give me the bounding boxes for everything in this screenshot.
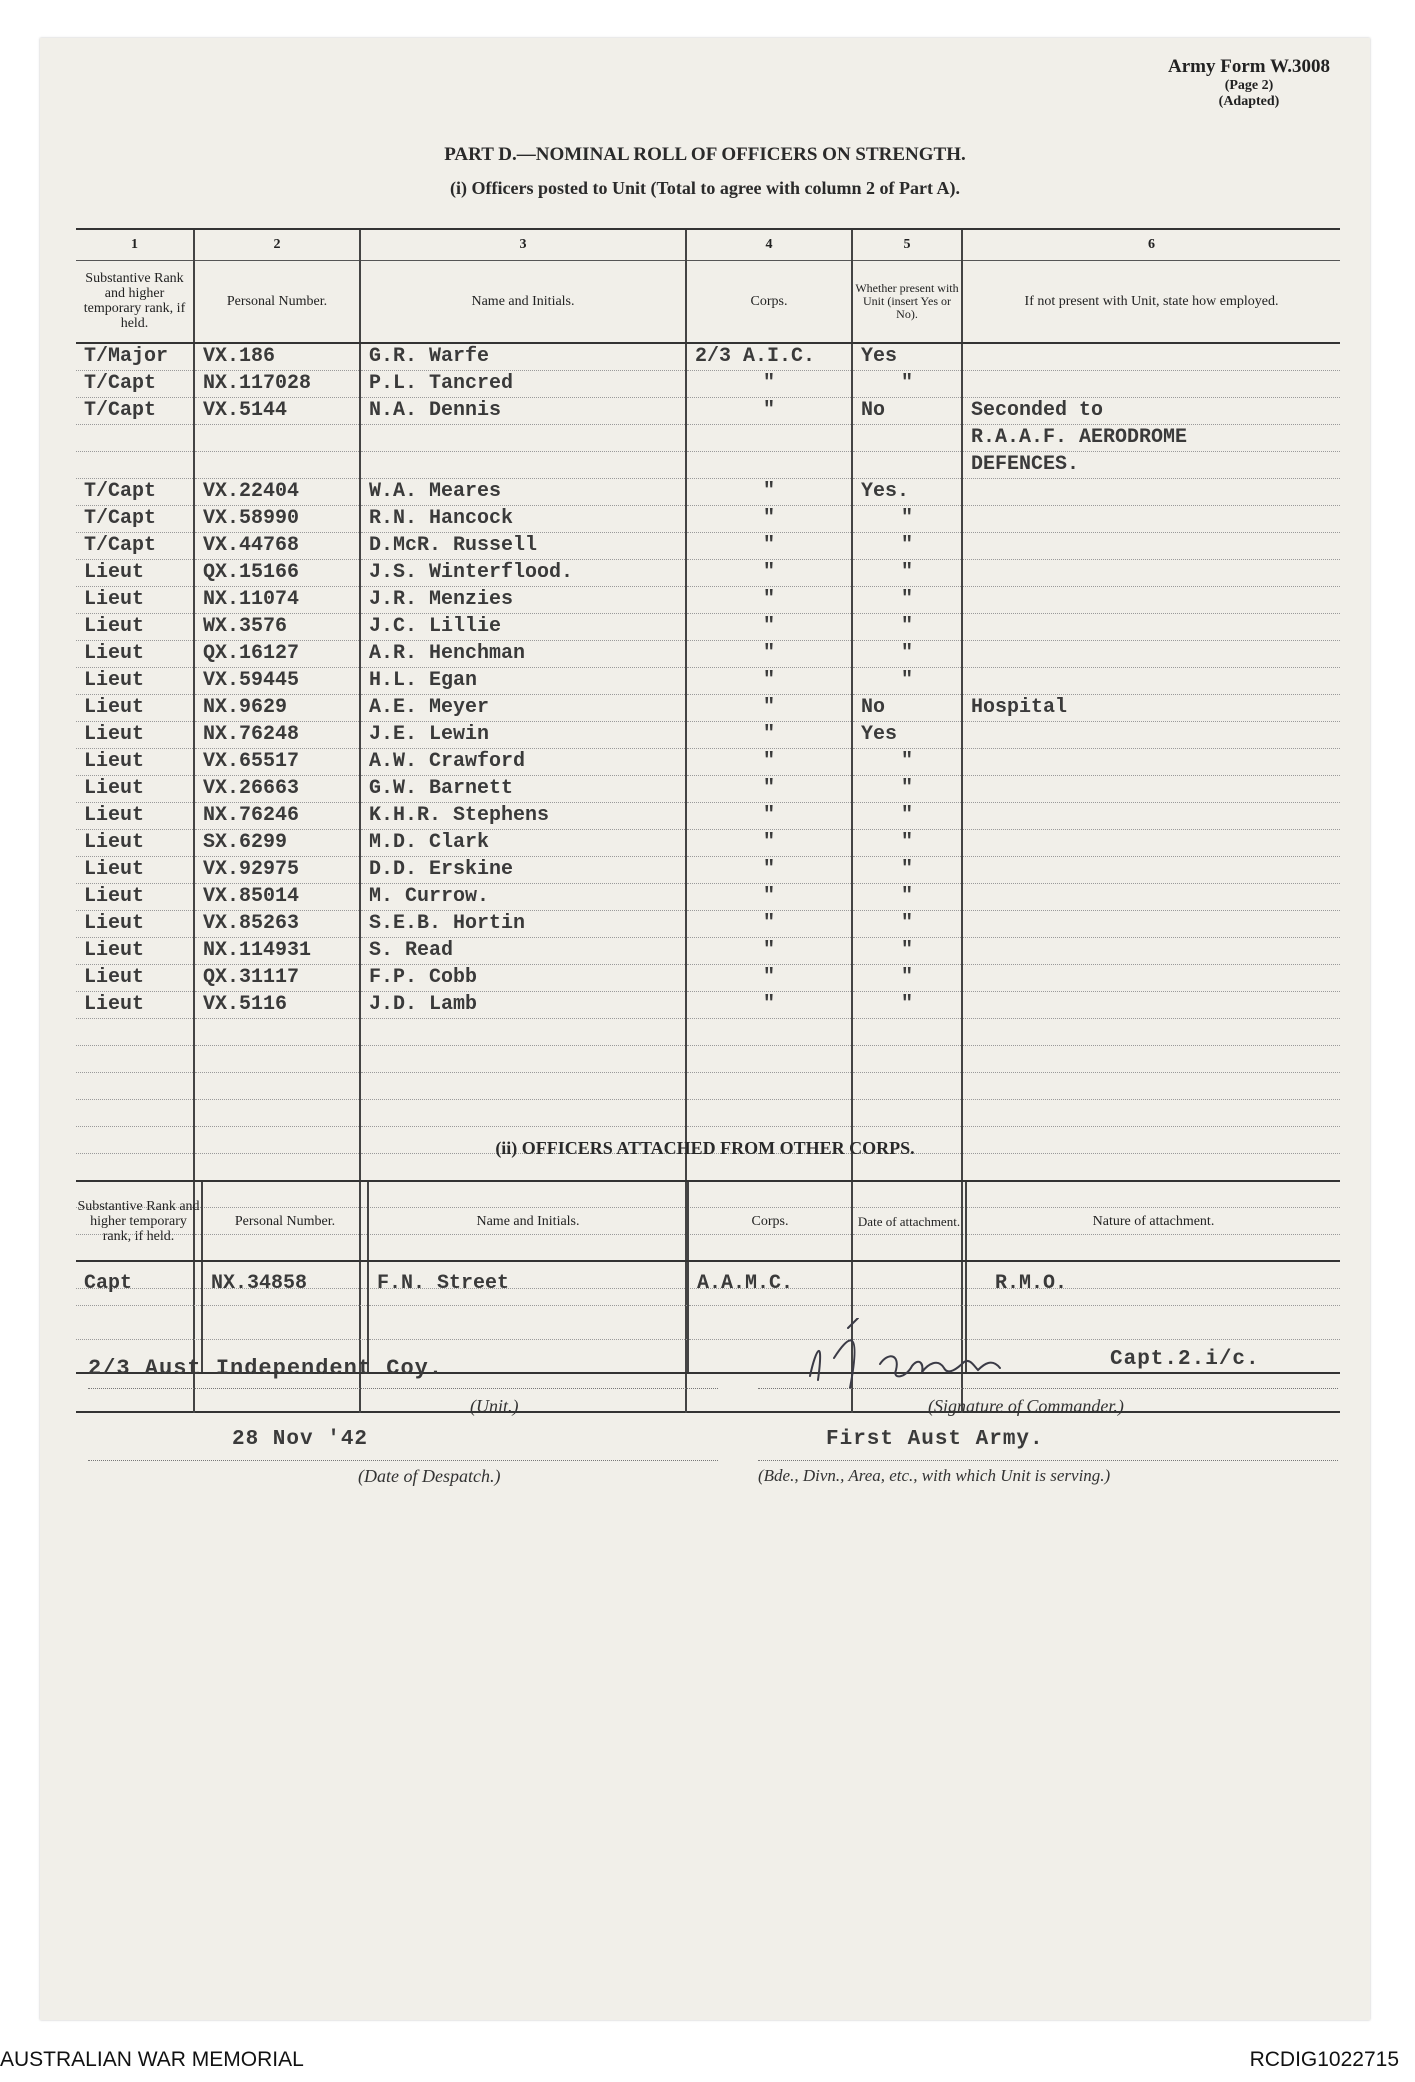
table-row	[76, 667, 1340, 694]
cell-rank: T/Capt	[76, 478, 194, 505]
cell-name	[360, 424, 686, 451]
cell-corps: "	[686, 505, 852, 532]
cell-number: VX.5116	[194, 991, 360, 1018]
cell-name: J.E. Lewin	[360, 721, 686, 748]
cell-corps: "	[686, 937, 852, 964]
cell-corps	[686, 424, 852, 451]
signature-line	[758, 1388, 1338, 1389]
cell-number: VX.85014	[194, 883, 360, 910]
form-number: Army Form W.3008	[1167, 56, 1330, 77]
cell-name: J.C. Lillie	[360, 613, 686, 640]
cell-number: QX.16127	[194, 640, 360, 667]
table-row	[76, 883, 1340, 910]
cell-present: No	[852, 397, 962, 424]
cell-rank: Lieut	[76, 586, 194, 613]
cell-employed	[962, 829, 1340, 856]
cell-rank: T/Capt	[76, 505, 194, 532]
cell-corps: 2/3 A.I.C.	[686, 343, 852, 371]
cell-name: M. Currow.	[360, 883, 686, 910]
cell-corps: "	[686, 748, 852, 775]
formation-value: First Aust Army.	[826, 1428, 1044, 1451]
cell-corps	[686, 451, 852, 478]
cell-rank: Lieut	[76, 775, 194, 802]
table-row	[76, 478, 1340, 505]
cell-corps: "	[686, 613, 852, 640]
table-row	[76, 451, 1340, 478]
table-row	[76, 640, 1340, 667]
page-subtitle: (i) Officers posted to Unit (Total to agree with column 2 of Part A).	[450, 178, 960, 198]
header-row	[76, 261, 1340, 343]
cell-number: NX.114931	[194, 937, 360, 964]
cell-number: NX.76246	[194, 802, 360, 829]
cell-rank: Lieut	[76, 856, 194, 883]
cell-employed	[962, 343, 1340, 371]
cell-present: Yes	[852, 721, 962, 748]
archive-record-id: RCDIG1022715	[1249, 2048, 1399, 2071]
cell-present: Yes	[852, 343, 962, 371]
cell-rank: Lieut	[76, 721, 194, 748]
table-row	[76, 856, 1340, 883]
cell-number: VX.92975	[194, 856, 360, 883]
cell-number: VX.5144	[194, 397, 360, 424]
column-number: 5	[852, 229, 962, 261]
cell-number: NX.117028	[194, 370, 360, 397]
cell-name: D.D. Erskine	[360, 856, 686, 883]
column-number: 2	[194, 229, 360, 261]
cell-employed	[962, 505, 1340, 532]
form-reference	[1168, 56, 1330, 110]
cell-name: A.W. Crawford	[360, 748, 686, 775]
unit-line	[88, 1388, 718, 1389]
cell-employed	[962, 721, 1340, 748]
cell-name: D.McR. Russell	[360, 532, 686, 559]
cell-name: F.N. Street	[368, 1261, 688, 1305]
cell-name: G.W. Barnett	[360, 775, 686, 802]
cell-number: SX.6299	[194, 829, 360, 856]
empty-row	[76, 1072, 1340, 1099]
cell-corps: "	[686, 802, 852, 829]
table-row	[76, 397, 1340, 424]
table-row	[76, 937, 1340, 964]
cell-corps: "	[686, 964, 852, 991]
cell-rank: Lieut	[76, 640, 194, 667]
cell-name: S. Read	[360, 937, 686, 964]
header-number: Personal Number.	[202, 1181, 368, 1261]
cell-present: "	[852, 802, 962, 829]
cell-rank	[76, 424, 194, 451]
cell-corps: "	[686, 694, 852, 721]
cell-present: "	[852, 829, 962, 856]
cell-name: N.A. Dennis	[360, 397, 686, 424]
despatch-date-label: (Date of Despatch.)	[358, 1466, 501, 1486]
table-row	[76, 343, 1340, 371]
despatch-date-value: 28 Nov '42	[232, 1428, 369, 1451]
officers-attached-table	[76, 1180, 1340, 1374]
cell-rank: T/Major	[76, 343, 194, 371]
cell-number: VX.22404	[194, 478, 360, 505]
cell-rank: Lieut	[76, 559, 194, 586]
cell-present: Yes.	[852, 478, 962, 505]
cell-name: M.D. Clark	[360, 829, 686, 856]
table-row	[76, 991, 1340, 1018]
cell-present: "	[852, 910, 962, 937]
cell-present: "	[852, 586, 962, 613]
header-name: Name and Initials.	[368, 1181, 688, 1261]
cell-rank: Lieut	[76, 829, 194, 856]
cell-employed	[962, 937, 1340, 964]
cell-number: VX.26663	[194, 775, 360, 802]
cell-name: K.H.R. Stephens	[360, 802, 686, 829]
table-row	[76, 748, 1340, 775]
table-row	[76, 775, 1340, 802]
column-number: 3	[360, 229, 686, 261]
cell-present: No	[852, 694, 962, 721]
cell-nature: R.M.O.	[966, 1261, 1340, 1305]
cell-employed	[962, 802, 1340, 829]
cell-employed	[962, 478, 1340, 505]
cell-corps: "	[686, 667, 852, 694]
cell-employed	[962, 775, 1340, 802]
column-number: 6	[962, 229, 1340, 261]
cell-name: G.R. Warfe	[360, 343, 686, 371]
cell-employed: DEFENCES.	[962, 451, 1340, 478]
empty-row	[76, 1099, 1340, 1126]
column-number: 1	[76, 229, 194, 261]
cell-name: A.R. Henchman	[360, 640, 686, 667]
cell-corps: "	[686, 883, 852, 910]
cell-employed	[962, 991, 1340, 1018]
cell-employed	[962, 667, 1340, 694]
header-number: Personal Number.	[194, 261, 360, 343]
cell-rank: Lieut	[76, 667, 194, 694]
cell-employed	[962, 964, 1340, 991]
cell-present	[852, 451, 962, 478]
cell-number: QX.15166	[194, 559, 360, 586]
cell-employed: Hospital	[962, 694, 1340, 721]
cell-employed	[962, 640, 1340, 667]
form-page-number: (Page 2)	[1224, 78, 1274, 93]
cell-name	[360, 451, 686, 478]
cell-corps: "	[686, 856, 852, 883]
form-adapted-note: (Adapted)	[1218, 94, 1280, 109]
table-row	[76, 532, 1340, 559]
cell-date	[852, 1261, 966, 1305]
cell-present: "	[852, 883, 962, 910]
cell-rank: Lieut	[76, 991, 194, 1018]
cell-employed: R.A.A.F. AERODROME	[962, 424, 1340, 451]
attached-empty-row	[76, 1305, 1340, 1339]
header-name: Name and Initials.	[360, 261, 686, 343]
cell-present: "	[852, 964, 962, 991]
signature-label: (Signature of Commander.)	[928, 1396, 1124, 1416]
cell-name: S.E.B. Hortin	[360, 910, 686, 937]
cell-name: J.D. Lamb	[360, 991, 686, 1018]
signature-suffix: Capt.2.i/c.	[1110, 1348, 1260, 1371]
cell-rank: T/Capt	[76, 532, 194, 559]
header-rank: Substantive Rank and higher temporary rank, if held.	[76, 261, 194, 343]
cell-employed	[962, 910, 1340, 937]
cell-present: "	[852, 559, 962, 586]
cell-number: NX.9629	[194, 694, 360, 721]
cell-employed	[962, 748, 1340, 775]
cell-corps: A.A.M.C.	[688, 1261, 852, 1305]
cell-corps: "	[686, 721, 852, 748]
cell-corps: "	[686, 532, 852, 559]
cell-rank: Capt	[76, 1261, 202, 1305]
cell-rank: Lieut	[76, 802, 194, 829]
cell-number	[194, 424, 360, 451]
header-rank: Substantive Rank and higher temporary rank, if held.	[76, 1181, 202, 1261]
cell-number: VX.186	[194, 343, 360, 371]
attached-officers-title: (ii) OFFICERS ATTACHED FROM OTHER CORPS.	[495, 1138, 915, 1158]
cell-present: "	[852, 640, 962, 667]
cell-present: "	[852, 937, 962, 964]
cell-rank: Lieut	[76, 964, 194, 991]
cell-corps: "	[686, 910, 852, 937]
table-bottom-rule	[76, 1412, 1340, 1413]
cell-present: "	[852, 748, 962, 775]
cell-corps: "	[686, 991, 852, 1018]
cell-rank: T/Capt	[76, 370, 194, 397]
cell-number: NX.11074	[194, 586, 360, 613]
cell-number: QX.31117	[194, 964, 360, 991]
table-row	[76, 802, 1340, 829]
cell-number: VX.44768	[194, 532, 360, 559]
archive-credit: AUSTRALIAN WAR MEMORIAL	[0, 2048, 304, 2071]
cell-employed	[962, 883, 1340, 910]
cell-present: "	[852, 667, 962, 694]
cell-number: VX.65517	[194, 748, 360, 775]
table-row	[76, 694, 1340, 721]
cell-rank: T/Capt	[76, 397, 194, 424]
cell-corps: "	[686, 370, 852, 397]
roll-body	[76, 343, 1340, 1019]
attached-row	[76, 1261, 1340, 1305]
cell-employed	[962, 532, 1340, 559]
column-number-row	[76, 229, 1340, 261]
cell-employed	[962, 370, 1340, 397]
attached-header-row	[76, 1181, 1340, 1261]
header-present: Whether present with Unit (insert Yes or No).	[852, 261, 962, 343]
header-employed: If not present with Unit, state how employed.	[962, 261, 1340, 343]
cell-rank: Lieut	[76, 937, 194, 964]
column-number: 4	[686, 229, 852, 261]
table-row	[76, 910, 1340, 937]
cell-corps: "	[686, 397, 852, 424]
cell-number: WX.3576	[194, 613, 360, 640]
cell-name: H.L. Egan	[360, 667, 686, 694]
cell-corps: "	[686, 829, 852, 856]
cell-name: J.R. Menzies	[360, 586, 686, 613]
formation-line	[758, 1460, 1338, 1461]
cell-employed: Seconded to	[962, 397, 1340, 424]
cell-rank: Lieut	[76, 883, 194, 910]
cell-name: J.S. Winterflood.	[360, 559, 686, 586]
cell-name: R.N. Hancock	[360, 505, 686, 532]
table-row	[76, 586, 1340, 613]
cell-rank: Lieut	[76, 748, 194, 775]
unit-value: 2/3 Aust Independent Coy.	[88, 1356, 444, 1381]
despatch-date-line	[88, 1460, 718, 1461]
cell-corps: "	[686, 640, 852, 667]
cell-number: NX.34858	[202, 1261, 368, 1305]
cell-present: "	[852, 370, 962, 397]
cell-corps: "	[686, 775, 852, 802]
cell-employed	[962, 586, 1340, 613]
table-row	[76, 559, 1340, 586]
table-row	[76, 721, 1340, 748]
cell-present: "	[852, 775, 962, 802]
cell-present	[852, 424, 962, 451]
cell-rank	[76, 451, 194, 478]
header-nature-attachment: Nature of attachment.	[966, 1181, 1340, 1261]
cell-present: "	[852, 505, 962, 532]
cell-employed	[962, 613, 1340, 640]
header-corps: Corps.	[686, 261, 852, 343]
table-row	[76, 613, 1340, 640]
cell-corps: "	[686, 478, 852, 505]
header-date-attachment: Date of attachment.	[852, 1181, 966, 1261]
cell-rank: Lieut	[76, 910, 194, 937]
table-row	[76, 829, 1340, 856]
page-title: PART D.—NOMINAL ROLL OF OFFICERS ON STRENGTH.	[444, 144, 966, 165]
table-row	[76, 505, 1340, 532]
table-row	[76, 424, 1340, 451]
cell-number: NX.76248	[194, 721, 360, 748]
cell-corps: "	[686, 559, 852, 586]
cell-employed	[962, 559, 1340, 586]
cell-present: "	[852, 532, 962, 559]
commander-signature	[788, 1318, 1028, 1396]
cell-number: VX.85263	[194, 910, 360, 937]
cell-present: "	[852, 613, 962, 640]
empty-row	[76, 1018, 1340, 1045]
cell-rank: Lieut	[76, 613, 194, 640]
cell-name: P.L. Tancred	[360, 370, 686, 397]
cell-present: "	[852, 856, 962, 883]
cell-rank: Lieut	[76, 694, 194, 721]
header-corps: Corps.	[688, 1181, 852, 1261]
cell-number	[194, 451, 360, 478]
cell-name: W.A. Meares	[360, 478, 686, 505]
unit-label: (Unit.)	[470, 1396, 519, 1416]
cell-number: VX.58990	[194, 505, 360, 532]
empty-row	[76, 1045, 1340, 1072]
form-page	[40, 38, 1370, 2020]
cell-corps: "	[686, 586, 852, 613]
cell-present: "	[852, 991, 962, 1018]
cell-employed	[962, 856, 1340, 883]
cell-name: F.P. Cobb	[360, 964, 686, 991]
cell-name: A.E. Meyer	[360, 694, 686, 721]
formation-label: (Bde., Divn., Area, etc., with which Unit is serving.)	[758, 1466, 1111, 1485]
cell-number: VX.59445	[194, 667, 360, 694]
table-row	[76, 964, 1340, 991]
table-row	[76, 370, 1340, 397]
